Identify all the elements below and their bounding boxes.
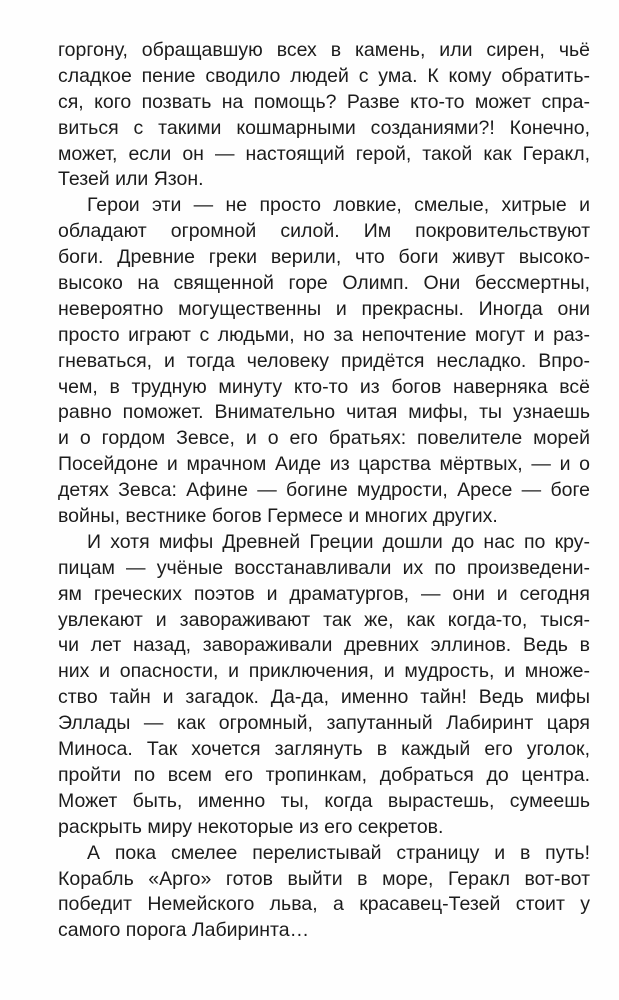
text-line: виться с такими кошмарными созданиями?! Конечно, [58, 116, 590, 139]
text-line: и о гордом Зевсе, и о его братьях: повелителе морей [58, 427, 590, 450]
text-line: Корабль «Арго» готов выйти в море, Геракл вот-вот [58, 867, 590, 890]
text-line: чем, в трудную минуту кто-то из богов наверняка всё [58, 375, 590, 398]
text-line: может, если он — настоящий герой, такой как Геракл, [58, 142, 590, 165]
text-line: высоко на священной горе Олимп. Они бессмертны, [58, 272, 590, 295]
text-line: них и опасности, и приключения, и мудрость, и множе- [58, 660, 590, 683]
text-line: невероятно могущественны и прекрасны. Иногда они [58, 297, 590, 320]
text-line: Миноса. Так хочется заглянуть в каждый его уголок, [58, 738, 590, 761]
text-line: А пока смелее перелистывай страницу и в путь! [87, 841, 590, 864]
text-line: И хотя мифы Древней Греции дошли до нас по кру- [87, 530, 590, 553]
text-line: войны, вестнике богов Гермесе и многих других. [58, 505, 498, 528]
text-line: гневаться, и тогда человеку придётся несладко. Впро- [58, 349, 590, 372]
text-line: Посейдоне и мрачном Аиде из царства мёртвых, — и о [58, 453, 590, 476]
text-line: просто играют с людьми, но за непочтение могут и раз- [58, 323, 590, 346]
text-line: боги. Древние греки верили, что боги живут высоко- [58, 246, 590, 269]
text-line: ся, кого позвать на помощь? Разве кто-то может спра- [58, 90, 590, 113]
text-line: чи лет назад, завораживали древних эллинов. Ведь в [58, 634, 590, 657]
text-line: Герои эти — не просто ловкие, смелые, хитрые и [87, 194, 590, 217]
text-line: Эллады — как огромный, запутанный Лабиринт царя [58, 712, 590, 735]
text-line: ство тайн и загадок. Да-да, именно тайн! Ведь мифы [58, 686, 590, 709]
text-line: обладают огромной силой. Им покровительствуют [58, 220, 590, 243]
body-text [58, 38, 590, 944]
text-line: детях Зевса: Афине — богине мудрости, Аресе — боге [58, 479, 590, 502]
text-line: увлекают и завораживают так же, как когда-то, тыся- [58, 608, 590, 631]
text-line: сладкое пение сводило людей с ума. К кому обратить- [58, 64, 590, 87]
text-line: раскрыть миру некоторые из его секретов. [58, 815, 444, 838]
text-line: ям греческих поэтов и драматургов, — они и сегодня [58, 582, 590, 605]
text-line: пицам — учёные восстанавливали их по произведени- [58, 556, 590, 579]
text-line: победит Немейского льва, а красавец-Тезей стоит у [58, 893, 590, 916]
text-line: Тезей или Язон. [58, 168, 204, 191]
text-line: самого порога Лабиринта… [58, 919, 310, 942]
text-line: горгону, обращавшую всех в камень, или сирен, чьё [58, 39, 590, 61]
text-line: пройти по всем его тропинкам, добраться до центра. [58, 763, 590, 786]
text-line: равно поможет. Внимательно читая мифы, ты узнаешь [58, 401, 590, 424]
text-line: Может быть, именно ты, когда вырастешь, сумеешь [58, 789, 590, 812]
